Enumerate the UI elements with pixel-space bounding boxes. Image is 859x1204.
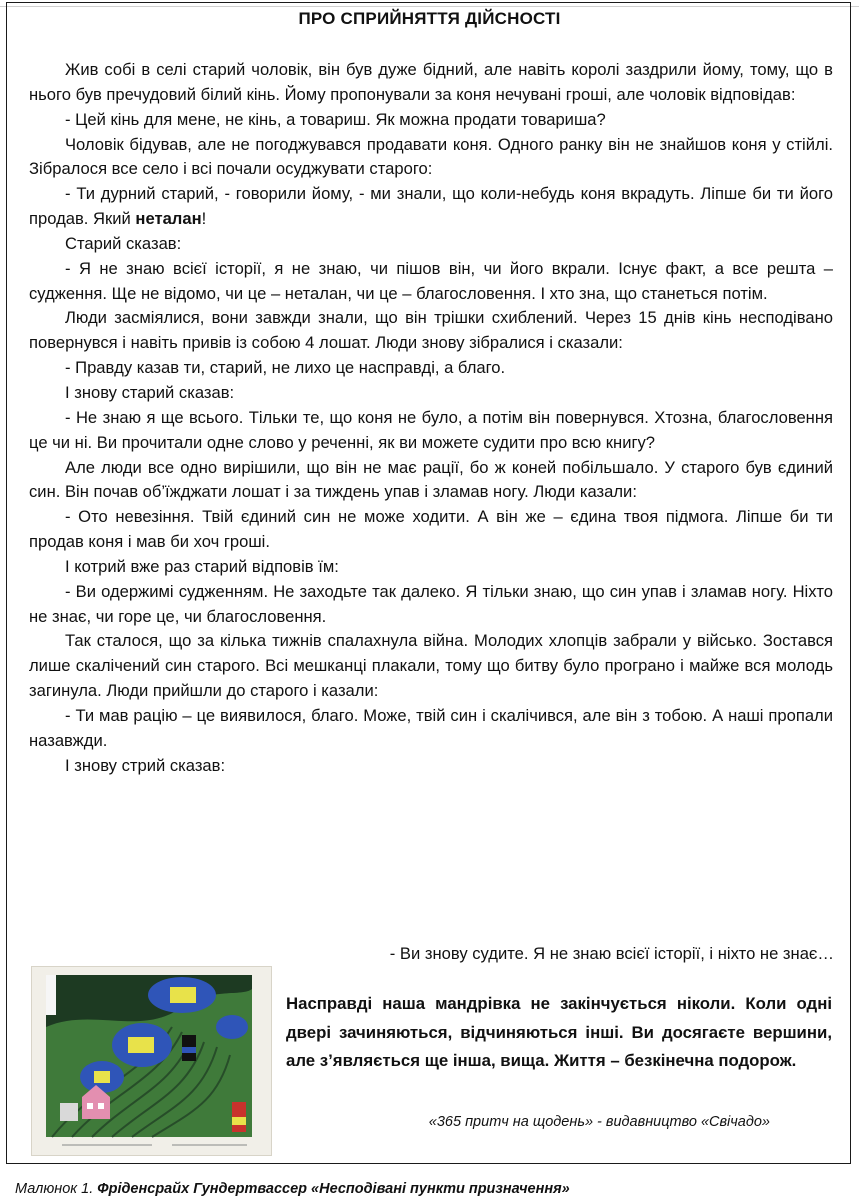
paragraph: [29, 182, 833, 232]
artwork-image: [31, 966, 272, 1156]
parable-text: [29, 58, 833, 778]
source-citation: «365 притч на щодень» - видавництво «Свічадо»: [428, 1114, 770, 1130]
paragraph: І знову стрий сказав:: [65, 755, 226, 775]
paragraph: Чоловік бідував, але не погоджувався продавати коня. Одного ранку він не знайшов коня у стійлі. Зібралося все село і всі почали осуджувати старого:: [29, 134, 833, 179]
caption-prefix: Малюнок 1.: [15, 1181, 98, 1197]
moral-text: Насправді наша мандрівка не закінчується ніколи. Коли одні двері зачиняються, відчиняються інші. Ви досягаєте вершини, але з’являється ще інша, вища. Життя – безкінечна подорож.: [286, 994, 832, 1070]
paragraph-text: - Ти дурний старий, - говорили йому, - ми знали, що коли-небудь коня вкрадуть. Ліпше би ти його продав. Який: [29, 184, 833, 229]
paragraph: - Не знаю я ще всього. Тільки те, що коня не було, а потім він повернувся. Хтозна, благословення це чи ні. Ви прочитали одне слово у реченні, як ви можете судити про всю книгу?: [29, 407, 833, 452]
figure-caption: [15, 1181, 855, 1197]
paragraph: І котрий вже раз старий відповів їм:: [65, 556, 339, 576]
paragraph: Так сталося, що за кілька тижнів спалахнула війна. Молодих хлопців забрали у військо. Зостався лише скалічений син старого. Всі мешканці плакали, тому що битву було програно і майже вся молодь загинула. Люди прийшли до старого і казали:: [29, 631, 833, 701]
paragraph: Люди засміялися, вони завжди знали, що він трішки схиблений. Через 15 днів кінь несподівано повернувся і навіть привів із собою 4 лошат. Люди знову зібралися і сказали:: [29, 308, 833, 353]
paragraph-text: !: [201, 209, 207, 229]
paragraph: - Ото невезіння. Твій єдиний син не може ходити. А він же – єдина твоя підмога. Ліпше би ти продав коня і мав би хоч гроші.: [29, 507, 833, 552]
paragraph: Але люди все одно вирішили, що він не має рації, бо ж коней побільшало. У старого був єдиний син. Він почав об’їжджати лошат і за тиждень упав і зламав ногу. Люди казали:: [29, 457, 833, 502]
bold-word: неталан: [135, 209, 202, 229]
page-title: ПРО СПРИЙНЯТТЯ ДІЙСНОСТІ: [298, 9, 561, 28]
paragraph: Жив собі в селі старий чоловік, він був дуже бідний, але навіть королі заздрили йому, тому, що в нього був пречудовий білий кінь. Йому пропонували за коня нечувані гроші, але чоловік відповідав:: [29, 60, 833, 104]
paragraph: - Я не знаю всієї історії, я не знаю, чи пішов він, чи його вкрали. Існує факт, а все решта – судження. Ще не відомо, чи це – неталан, чи це – благословення. І хто зна, що станеться потім.: [29, 258, 833, 303]
closing-line: - Ви знову судите. Я не знаю всієї історії, і ніхто не знає…: [389, 944, 834, 963]
paragraph: Старий сказав:: [65, 233, 182, 253]
paragraph: - Ти мав рацію – це виявилося, благо. Може, твій син і скалічився, але він з тобою. А наші пропали назавжди.: [29, 705, 833, 750]
caption-title: Фріденсрайх Гундертвассер «Несподівані пункти призначення»: [97, 1181, 570, 1197]
paragraph: - Правду казав ти, старий, не лихо це насправді, а благо.: [65, 358, 506, 378]
paragraph: - Ви одержимі судженням. Не заходьте так далеко. Я тільки знаю, що син упав і зламав ногу. Ніхто не знає, чи горе це, чи благословення.: [29, 581, 833, 626]
paragraph: І знову старий сказав:: [65, 382, 235, 402]
paragraph: - Цей кінь для мене, не кінь, а товариш. Як можна продати товариша?: [65, 109, 606, 129]
